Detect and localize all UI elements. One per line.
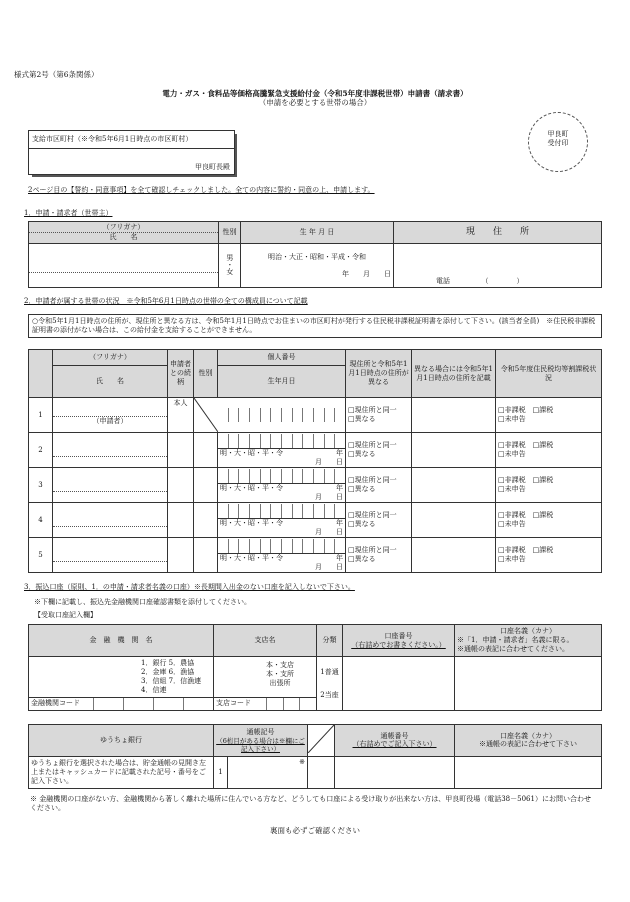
hh-sex-header: 性別 (194, 350, 218, 398)
row-number: 3 (29, 468, 53, 503)
tax-option-2[interactable]: □未申告 (498, 520, 526, 528)
kind-input[interactable] (317, 657, 343, 711)
branch-header: 支店名 (214, 625, 317, 657)
sex-header: 性別 (219, 222, 241, 244)
yucho-holder-note: ※通帳の表記に合わせて下さい (479, 740, 578, 749)
member-sex-cell[interactable] (194, 538, 218, 573)
consent-statement: 2ページ目の【誓約・同意事項】を全て確認しチェックしました。全ての内容に誓約・同意の上、申請します。 (28, 186, 375, 194)
yucho-symbol-header (214, 725, 308, 757)
tax-option-1[interactable]: □非課税 □課税 (498, 511, 554, 520)
member-name-cell[interactable] (53, 433, 168, 468)
yucho-holder-header (455, 725, 602, 757)
account-note: （右詰めでお書きください。） (351, 640, 446, 649)
account-header (343, 625, 455, 657)
member-sex-cell[interactable] (194, 433, 218, 468)
yucho-number-note: （右詰めでご記入下さい） (352, 740, 437, 749)
stamp-line1: 甲良町 (547, 130, 569, 138)
yucho-table (28, 724, 602, 789)
bank-type-1: 1．銀行 5．農協 (141, 659, 195, 667)
yucho-symbol-fixed: 1 (214, 756, 228, 788)
row-number: 5 (29, 538, 53, 573)
yucho-number-label: 通帳番号 (380, 731, 409, 740)
tax-status-header: 令和5年度住民税均等割課税状況 (496, 350, 602, 398)
era-short: 明・大・昭・平・令 (220, 518, 283, 527)
yucho-symbol-input[interactable] (228, 756, 308, 788)
holder-note2: ※通帳の表記に合わせてください。 (457, 644, 569, 653)
tax-status-cell[interactable] (496, 433, 602, 468)
sex-options: 男・女 (225, 253, 234, 275)
same-option[interactable]: □現住所と同一 (348, 476, 397, 485)
household-row (29, 538, 602, 573)
member-name-cell[interactable] (53, 398, 168, 433)
branch-code-label: 支店コード (216, 699, 251, 707)
holder-note1: ※「1．申請・請求者」名義に限る。 (457, 636, 574, 645)
form-number: 様式第2号（第6条関係） (14, 70, 99, 79)
reception-stamp (528, 112, 588, 172)
hh-name-header: 氏 名 (53, 366, 168, 398)
footer-note: ※ 金融機関の口座がない方、金融機関から著しく離れた場所に住んでいる方など、どうしても口座による受け取りが出来ない方は、甲良町役場（電話38－5061）にお問い合わせください。 (30, 795, 591, 812)
member-name: （申請者） (92, 417, 128, 426)
era-short: 明・大・昭・平・令 (220, 483, 283, 492)
yucho-header: ゆうちょ銀行 (29, 725, 214, 757)
tax-option-2[interactable]: □未申告 (498, 450, 526, 458)
bank-type-4: 4．信連 (141, 686, 167, 695)
member-mynumber-birth-cell[interactable] (218, 433, 346, 468)
yucho-symbol-note: （6桁目がある場合は※欄にご記入下さい） (216, 736, 305, 753)
name-label: 氏 名 (109, 233, 138, 241)
household-row (29, 503, 602, 538)
yucho-number-input[interactable] (335, 756, 455, 788)
year-short: 年 (336, 553, 343, 562)
relation-cell[interactable] (168, 503, 194, 538)
kind-ordinary: 1普通 (320, 667, 339, 676)
md-short: 月 日 (315, 492, 343, 501)
phone-label: 電話 （ ） (436, 277, 524, 286)
relation-cell[interactable] (168, 468, 194, 503)
yucho-mark: ※ (299, 757, 306, 766)
row1-slash (194, 398, 218, 432)
name-input-cell[interactable] (29, 244, 219, 288)
md-short: 月 日 (315, 562, 343, 571)
same-option[interactable]: □現住所と同一 (348, 406, 397, 415)
tax-option-1[interactable]: □非課税 □課税 (498, 406, 554, 415)
bank-type-2: 2．金庫 6．漁協 (141, 668, 195, 677)
section1-heading: 1．申請・請求者（世帯主） (24, 209, 113, 217)
tax-option-1[interactable]: □非課税 □課税 (498, 441, 554, 450)
member-mynumber-birth-cell[interactable] (218, 468, 346, 503)
yucho-symbol-label: 通帳記号 (246, 727, 275, 736)
address-input-cell[interactable] (394, 244, 602, 288)
no-header (29, 350, 53, 398)
bank-type-3: 3．信組 7．信漁連 (141, 677, 202, 686)
same-option[interactable]: □現住所と同一 (348, 441, 397, 450)
birth-header: 生 年 月 日 (241, 222, 394, 244)
member-mynumber-birth-cell[interactable] (218, 503, 346, 538)
section2-heading: 2．申請者が属する世帯の状況 ※令和5年6月1日時点の世帯の全ての構成員について記載 (24, 297, 308, 305)
address-box-label: 支給市区町村（※令和5年6月1日時点の市区町村） (29, 131, 234, 149)
kind-current: 2当座 (320, 690, 339, 699)
holder-input[interactable] (455, 657, 602, 711)
sex-input-cell[interactable] (219, 244, 241, 288)
section3-note: ※下欄に記載し、振込先金融機関口座確認書類を添付してください。 (34, 598, 251, 606)
section2-notice: ○令和5年1月1日時点の住所が、現住所と異なる方は、令和5年1月1日時点でお住まいの市区町村が発行する住民税非課税証明書を添付して下さい。(該当者全員) ※住民税非課税証明書の添付がない場合は、この給付金を支給することができません。 (28, 314, 602, 338)
tax-option-2[interactable]: □未申告 (498, 555, 526, 563)
furigana-label: （フリガナ） (29, 223, 218, 233)
diff-option[interactable]: □異なる (348, 450, 376, 458)
prev-address-cell[interactable] (412, 433, 496, 468)
account-label: 口座番号 (384, 631, 413, 640)
yucho-extra-input[interactable] (308, 756, 335, 788)
era-short: 明・大・昭・平・令 (220, 553, 283, 562)
same-option[interactable]: □現住所と同一 (348, 546, 397, 555)
prev-address-header: 異なる場合には令和5年1月1日時点の住所を記載 (412, 350, 496, 398)
md-short: 月 日 (315, 527, 343, 536)
yucho-slash (308, 725, 335, 757)
title-line1: 電力・ガス・食料品等価格高騰緊急支援給付金（令和5年度非課税世帯）申請書（請求書） (162, 89, 468, 98)
prev-address-cell[interactable] (412, 468, 496, 503)
member-mynumber-birth-cell[interactable] (218, 538, 346, 573)
era-options: 明治・大正・昭和・平成・令和 (268, 252, 366, 261)
stamp-line2: 受付印 (547, 138, 569, 147)
prev-address-cell[interactable] (412, 503, 496, 538)
same-address-cell[interactable] (346, 433, 412, 468)
tax-status-cell[interactable] (496, 538, 602, 573)
bank-name-input[interactable] (29, 657, 214, 711)
bank-name-header: 金 融 機 関 名 (29, 625, 214, 657)
relation-cell[interactable]: 本人 (168, 398, 194, 433)
member-sex-cell[interactable] (194, 468, 218, 503)
same-address-header: 現住所と令和5年1月1日時点の住所が異なる (346, 350, 412, 398)
same-address-cell[interactable] (346, 398, 412, 433)
tax-status-cell[interactable] (496, 468, 602, 503)
form-title (120, 89, 510, 108)
bank-table (28, 624, 602, 711)
diff-option[interactable]: □異なる (348, 485, 376, 493)
applicant-mynumber-cell[interactable] (194, 398, 346, 433)
addressee: 甲良町長殿 (195, 163, 230, 172)
branch-type-1: 本・支店 (266, 661, 294, 669)
household-row (29, 468, 602, 503)
applicant-table (28, 221, 602, 288)
row-number: 2 (29, 433, 53, 468)
yucho-holder-label: 口座名義（カナ） (500, 731, 557, 740)
ymd-label: 年 月 日 (342, 269, 391, 278)
tax-option-2[interactable]: □未申告 (498, 415, 526, 423)
member-name-cell[interactable] (53, 468, 168, 503)
bank-code-label: 金融機関コード (31, 699, 80, 707)
hh-furigana-header (53, 350, 168, 366)
same-address-cell[interactable] (346, 538, 412, 573)
account-number-input[interactable] (343, 657, 455, 711)
tax-status-cell[interactable] (496, 503, 602, 538)
household-row (29, 398, 602, 433)
branch-type-3: 出張所 (269, 679, 291, 688)
relation-cell[interactable] (168, 433, 194, 468)
md-short: 月 日 (315, 457, 343, 466)
address-header: 現 住 所 (394, 222, 602, 244)
yucho-description: ゆうちょ銀行を選択された場合は、貯金通帳の見開き左上またはキャッシュカードに記載された記号・番号をご記入下さい。 (29, 756, 214, 788)
relation-cell[interactable] (168, 538, 194, 573)
year-short: 年 (336, 483, 343, 492)
birth-input-cell[interactable] (241, 244, 394, 288)
same-option[interactable]: □現住所と同一 (348, 511, 397, 520)
member-name-cell[interactable] (53, 538, 168, 573)
diff-option[interactable]: □異なる (348, 555, 376, 563)
row-number: 4 (29, 503, 53, 538)
hh-furigana-label: （フリガナ） (89, 353, 131, 362)
prev-address-cell[interactable] (412, 538, 496, 573)
relation-header: 申請者との続柄 (168, 350, 194, 398)
tax-option-1[interactable]: □非課税 □課税 (498, 476, 554, 485)
tax-option-2[interactable]: □未申告 (498, 485, 526, 493)
branch-type-2: 本・支所 (266, 670, 294, 679)
member-sex-cell[interactable] (194, 503, 218, 538)
yucho-number-header (335, 725, 455, 757)
section3-heading: 3．振込口座（原則、1．の申請・請求者名義の口座）※長期間入出金のない口座を記入しないで下さい。 (24, 583, 355, 591)
household-row (29, 433, 602, 468)
section3-sub: 【受取口座記入欄】 (34, 611, 97, 619)
diff-option[interactable]: □異なる (348, 415, 376, 423)
year-short: 年 (336, 518, 343, 527)
hh-birth-header: 生年月日 (218, 366, 346, 398)
title-line2: （申請を必要とする世帯の場合） (258, 98, 372, 108)
kind-header: 分類 (317, 625, 343, 657)
era-short: 明・大・昭・平・令 (220, 448, 283, 457)
year-short: 年 (336, 448, 343, 457)
diff-option[interactable]: □異なる (348, 520, 376, 528)
same-address-cell[interactable] (346, 503, 412, 538)
holder-header (455, 625, 602, 657)
prev-address-cell[interactable] (412, 398, 496, 433)
holder-label: 口座名義（カナ） (500, 627, 556, 636)
footer-text: 裏面も必ずご確認ください (270, 826, 360, 835)
tax-status-cell[interactable] (496, 398, 602, 433)
address-box (28, 130, 235, 175)
row-number: 1 (29, 398, 53, 433)
slash-line (308, 725, 334, 753)
member-name-cell[interactable] (53, 503, 168, 538)
mynumber-header: 個人番号 (218, 350, 346, 366)
household-table (28, 349, 602, 573)
furigana-header (29, 222, 219, 244)
branch-input[interactable] (214, 657, 317, 711)
same-address-cell[interactable] (346, 468, 412, 503)
tax-option-1[interactable]: □非課税 □課税 (498, 546, 554, 555)
yucho-holder-input[interactable] (455, 756, 602, 788)
